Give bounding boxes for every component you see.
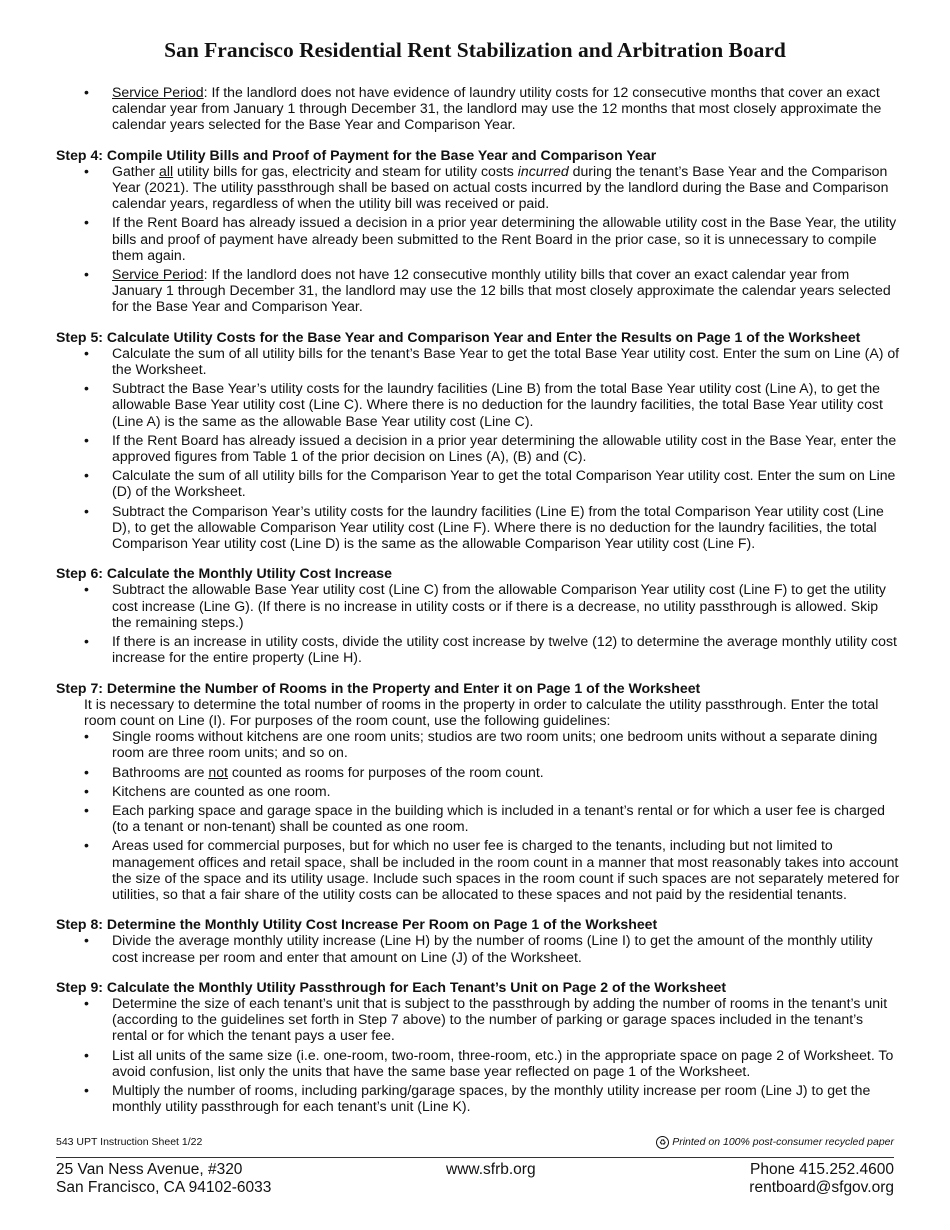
bullet-marker: •	[84, 467, 89, 484]
bullet-marker: •	[84, 763, 89, 780]
list-item	[56, 84, 901, 133]
list-item	[56, 503, 901, 552]
text-run: Subtract the Base Year’s utility costs for the laundry facilities (Line B) from the total Base Year utility cost (Line A), to get the allowable Base Year utility cost (Line C). Where there is no deduction for the laundry facilities, the total Base Year utility cost (Line A) is the same as the allowable Base Year utility cost (Line C).	[112, 380, 883, 429]
text-run: Kitchens are counted as one room.	[112, 782, 331, 799]
text-run: : If the landlord does not have 12 consecutive monthly utility bills that cover an exact calendar year from January 1 through December 31, the landlord may use the 12 bills that most closely approximate the calendar years selected for the Base Year and Comparison Year.	[112, 266, 891, 315]
text-run: Multiply the number of rooms, including parking/garage spaces, by the monthly utility increase per room (Line J) to get the monthly utility passthrough for each tenant’s unit (Line K).	[112, 1081, 871, 1115]
text-run: not	[208, 763, 228, 780]
step-6-heading: Step 6: Calculate the Monthly Utility Cost Increase	[56, 565, 392, 582]
bullet-marker: •	[84, 1046, 89, 1063]
list-item	[56, 1082, 901, 1114]
bullet-marker: •	[84, 932, 89, 949]
bullet-list	[56, 84, 901, 133]
bullet-marker: •	[84, 801, 89, 818]
list-item	[56, 1047, 901, 1079]
text-run: utility bills for gas, electricity and steam for utility costs	[173, 162, 518, 179]
bullet-list	[56, 932, 901, 964]
text-run: Determine the size of each tenant’s unit that is subject to the passthrough by adding the number of rooms in the tenant’s unit (according to the guidelines set forth in Step 7 above) to the number of parking or garage spaces included in the tenant’s rental or for which the tenant pays a user fee.	[112, 994, 888, 1044]
recycled-note	[656, 1136, 894, 1149]
bullet-marker: •	[84, 214, 89, 231]
bullet-list	[56, 163, 901, 315]
footer-contact	[56, 1161, 894, 1201]
bullet-list	[56, 728, 901, 902]
list-item	[56, 467, 901, 499]
bullet-marker: •	[84, 431, 89, 448]
text-run: all	[159, 162, 174, 179]
bullet-marker: •	[84, 84, 89, 100]
list-item	[56, 995, 901, 1044]
text-run: Calculate the sum of all utility bills for the tenant’s Base Year to get the total Base Year utility cost. Enter the sum on Line (A) of the Worksheet.	[112, 344, 900, 378]
text-run: : If the landlord does not have evidence of laundry utility costs for 12 consecutive months that cover an exact calendar year from January 1 through December 31, the landlord may use the 12 months that most closely approximate the calendar years selected for the Base Year and Comparison Year.	[112, 84, 882, 133]
text-run: during the tenant’s Base Year and the Comparison Year (2021). The utility passthrough shall be based on actual costs incurred by the landlord during the Base and Comparison calendar years, regardless of when the utility bill was received or paid.	[112, 162, 889, 212]
text-run: Gather	[112, 162, 160, 179]
list-item	[56, 214, 901, 263]
text-run: Divide the average monthly utility increase (Line H) by the number of rooms (Line I) to get the amount of the monthly utility cost increase per room and enter that amount on Line (J) of the Worksheet.	[112, 932, 873, 965]
text-run: If the Rent Board has already issued a decision in a prior year determining the allowable utility cost in the Base Year, enter the approved figures from Table 1 of the prior decision on Lines (A), (B) and (C).	[112, 431, 897, 465]
list-item	[56, 932, 901, 964]
bullet-marker: •	[84, 502, 89, 519]
bullet-marker: •	[84, 994, 89, 1011]
list-item	[56, 783, 901, 799]
text-run: incurred	[517, 162, 569, 179]
footer-address	[56, 1161, 271, 1197]
form-number: 543 UPT Instruction Sheet 1/22	[56, 1136, 203, 1148]
recycled-text: Printed on 100% post-consumer recycled paper	[672, 1136, 894, 1148]
text-run: List all units of the same size (i.e. one-room, two-room, three-room, etc.) in the appropriate space on page 2 of Worksheet. To avoid confusion, list only the units that have the same base year reflected on page 1 of the Worksheet.	[112, 1046, 894, 1079]
step-7-intro: It is necessary to determine the total number of rooms in the property in order to calculate the utility passthrough. Enter the total room count on Line (I). For purposes of the room count, use the following guidelines:	[84, 695, 879, 728]
bullet-marker: •	[84, 728, 89, 745]
text-run: counted as rooms for purposes of the room count.	[227, 763, 544, 780]
step-4-heading: Step 4: Compile Utility Bills and Proof of Payment for the Base Year and Comparison Year	[56, 146, 657, 163]
bullet-list	[56, 345, 901, 551]
text-run: Calculate the sum of all utility bills for the Comparison Year to get the total Comparison Year utility cost. Enter the sum on Line (D) of the Worksheet.	[112, 467, 896, 500]
text-run: Areas used for commercial purposes, but for which no user fee is charged to the tenants, including but not limited to management offices and retail space, shall be included in the room count in a manner that most reasonably takes into account the size of the space and its utility usage. Include such spaces in the room count if such spaces are not separately metered for utilities, so that a fair share of the utility costs can be allocated to these spaces and not paid by the residential tenants.	[112, 837, 900, 902]
text-run: Each parking space and garage space in the building which is included in a tenant’s rental or for which a user fee is charged (to a tenant or non-tenant) shall be counted as one room.	[112, 801, 886, 835]
bullet-list	[56, 995, 901, 1114]
step-5-heading: Step 5: Calculate Utility Costs for the Base Year and Comparison Year and Enter the Results on Page 1 of the Worksheet	[56, 328, 861, 345]
text-run: Bathrooms are	[112, 763, 209, 780]
list-item	[56, 581, 901, 630]
bullet-marker: •	[84, 782, 89, 799]
text-run: Service Period	[112, 266, 204, 283]
step-9	[56, 979, 901, 1115]
list-item	[56, 380, 901, 429]
recycle-icon: ♻	[656, 1136, 669, 1149]
step-6	[56, 565, 901, 665]
document-body	[56, 84, 901, 1128]
text-run: If there is an increase in utility costs, divide the utility cost increase by twelve (12) to determine the average monthly utility cost increase for the entire property (Line H).	[112, 633, 897, 666]
text-run: Single rooms without kitchens are one room units; studios are two room units; one bedroom units without a separate dining room are three room units; and so on.	[112, 728, 878, 761]
step-8-heading: Step 8: Determine the Monthly Utility Cost Increase Per Room on Page 1 of the Worksheet	[56, 916, 658, 933]
service-period-section	[56, 84, 901, 133]
text-run: If the Rent Board has already issued a decision in a prior year determining the allowable utility cost in the Base Year, the utility bills and proof of payment have already been submitted to the Rent Board in the prior case, so it is unnecessary to compile them again.	[112, 214, 897, 263]
bullet-marker: •	[84, 162, 89, 179]
website-link[interactable]: www.sfrb.org	[446, 1161, 536, 1178]
step-5	[56, 329, 901, 552]
text-run: Service Period	[112, 84, 204, 100]
list-item	[56, 837, 901, 902]
bullet-marker: •	[84, 266, 89, 283]
footer-phone-email	[749, 1161, 894, 1197]
page-title: San Francisco Residential Rent Stabilization and Arbitration Board	[164, 38, 786, 62]
text-run: Subtract the Comparison Year’s utility costs for the laundry facilities (Line E) from the total Comparison Year utility cost (Line D), to get the allowable Comparison Year utility cost (Line F). Where there is no deduction for the laundry facilities, the total Comparison Year utility cost (Line D) is the same as the allowable Comparison Year utility cost (Line F).	[112, 502, 884, 552]
step-7-heading: Step 7: Determine the Number of Rooms in the Property and Enter it on Page 1 of the Worksheet	[56, 679, 701, 696]
footer-divider	[56, 1157, 894, 1158]
bullet-marker: •	[84, 344, 89, 361]
list-item	[56, 633, 901, 665]
phone: Phone 415.252.4600	[750, 1161, 894, 1178]
list-item	[56, 432, 901, 464]
list-item	[56, 728, 901, 760]
step-9-heading: Step 9: Calculate the Monthly Utility Passthrough for Each Tenant’s Unit on Page 2 of the Worksheet	[56, 978, 727, 995]
list-item	[56, 764, 901, 780]
bullet-marker: •	[84, 380, 89, 397]
address-line-1: 25 Van Ness Avenue, #320	[56, 1161, 243, 1178]
step-7	[56, 680, 901, 903]
bullet-marker: •	[84, 837, 89, 854]
list-item	[56, 802, 901, 834]
bullet-marker: •	[84, 633, 89, 650]
list-item	[56, 163, 901, 212]
list-item	[56, 345, 901, 377]
bullet-marker: •	[84, 1081, 89, 1098]
text-run: Subtract the allowable Base Year utility cost (Line C) from the allowable Comparison Year utility cost (Line F) to get the utility cost increase (Line G). (If there is no increase in utility costs or if there is a decrease, no utility passthrough is allowed. Skip the remaining steps.)	[112, 581, 886, 630]
bullet-list	[56, 581, 901, 665]
address-line-2: San Francisco, CA 94102-6033	[56, 1179, 272, 1196]
email-link[interactable]: rentboard@sfgov.org	[749, 1179, 894, 1196]
list-item	[56, 266, 901, 315]
step-8	[56, 916, 901, 965]
step-4	[56, 147, 901, 315]
bullet-marker: •	[84, 581, 89, 598]
